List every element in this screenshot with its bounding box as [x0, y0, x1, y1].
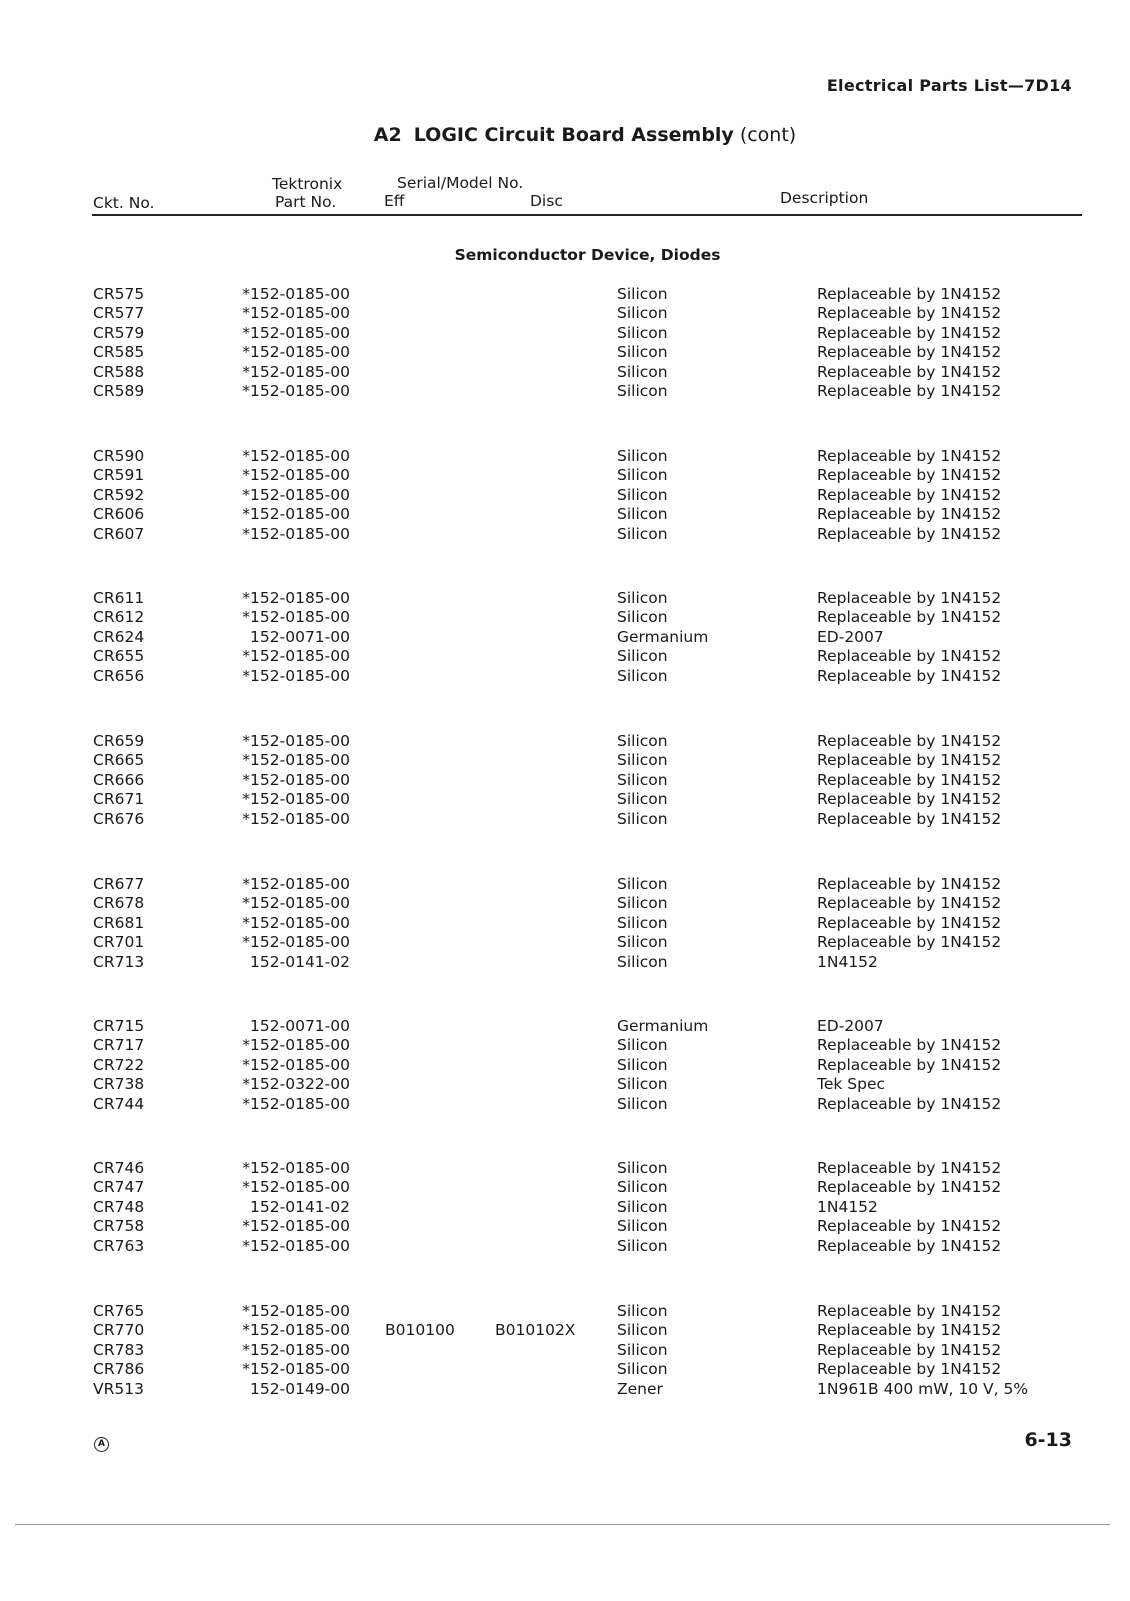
cell-ckt: CR677: [93, 875, 145, 893]
table-row: [0, 1198, 1130, 1217]
column-header-eff: Eff: [384, 192, 405, 210]
cell-type: Silicon: [617, 790, 668, 809]
cell-desc: Replaceable by 1N4152: [817, 343, 1002, 362]
table-row: [0, 894, 1130, 913]
cell-desc: Replaceable by 1N4152: [817, 1236, 1002, 1255]
cell-part: *152-0185-00: [242, 933, 350, 952]
cell-desc: Replaceable by 1N4152: [817, 647, 1002, 666]
scan-edge-line: [15, 1524, 1110, 1525]
table-row: [0, 810, 1130, 829]
cell-desc: Replaceable by 1N4152: [817, 1036, 1002, 1055]
cell-ckt: CR701: [93, 933, 145, 952]
table-row: [0, 363, 1130, 382]
cell-ckt: CR783: [93, 1340, 145, 1359]
cell-desc: Replaceable by 1N4152: [817, 1217, 1002, 1236]
cell-desc: Replaceable by 1N4152: [817, 933, 1002, 952]
cell-desc: Replaceable by 1N4152: [817, 790, 1002, 809]
cell-type: Silicon: [617, 751, 668, 770]
table-row: [0, 1360, 1130, 1379]
table-row: [0, 447, 1130, 466]
title-main: LOGIC Circuit Board Assembly: [413, 124, 734, 146]
cell-type: Silicon: [617, 1360, 668, 1379]
cell-part: *152-0185-00: [242, 1178, 350, 1197]
cell-type: Silicon: [617, 362, 668, 381]
table-row: [0, 1302, 1130, 1321]
title-prefix: A2: [373, 124, 402, 146]
cell-type: Silicon: [617, 485, 668, 504]
table-row: [0, 304, 1130, 323]
cell-desc: Replaceable by 1N4152: [817, 770, 1002, 789]
cell-desc: Replaceable by 1N4152: [817, 447, 1002, 465]
cell-ckt: CR763: [93, 1236, 145, 1255]
cell-part: *152-0185-00: [242, 1055, 350, 1074]
cell-ckt: CR678: [93, 894, 145, 913]
cell-ckt: CR665: [93, 751, 145, 770]
cell-type: Silicon: [617, 666, 668, 685]
cell-ckt: CR748: [93, 1197, 145, 1216]
cell-part: *152-0185-00: [242, 647, 350, 666]
cell-ckt: CR786: [93, 1360, 145, 1379]
cell-desc: Replaceable by 1N4152: [817, 732, 1002, 750]
running-header: Electrical Parts List—7D14: [826, 76, 1072, 95]
cell-desc: Replaceable by 1N4152: [817, 1302, 1002, 1320]
cell-ckt: CR607: [93, 524, 145, 543]
cell-ckt: CR746: [93, 1159, 145, 1177]
table-row: [0, 933, 1130, 952]
cell-desc: ED-2007: [817, 1017, 884, 1035]
table-row: [0, 1380, 1130, 1399]
cell-ckt: CR589: [93, 382, 145, 400]
column-header-part-bottom: Part No.: [275, 193, 337, 211]
cell-desc: Replaceable by 1N4152: [817, 505, 1002, 524]
table-row: [0, 1178, 1130, 1197]
cell-type: Silicon: [617, 1075, 668, 1094]
cell-desc: Replaceable by 1N4152: [817, 285, 1002, 303]
cell-desc: Replaceable by 1N4152: [817, 751, 1002, 770]
cell-type: Silicon: [617, 1159, 668, 1177]
cell-ckt: CR577: [93, 304, 145, 323]
cell-ckt: CR585: [93, 343, 145, 362]
cell-ckt: CR738: [93, 1075, 145, 1094]
table-row: [0, 1075, 1130, 1094]
cell-type: Silicon: [617, 913, 668, 932]
cell-part: *152-0185-00: [242, 1302, 350, 1320]
cell-type: Germanium: [617, 627, 709, 646]
cell-desc: Replaceable by 1N4152: [817, 382, 1002, 400]
cell-part: *152-0185-00: [242, 304, 350, 323]
cell-part: *152-0185-00: [242, 485, 350, 504]
cell-type: Silicon: [617, 1321, 668, 1340]
cell-ckt: CR590: [93, 447, 145, 465]
cell-ckt: CR612: [93, 608, 145, 627]
table-row: [0, 914, 1130, 933]
table-row: [0, 1056, 1130, 1075]
column-header-ckt: Ckt. No.: [93, 194, 155, 212]
cell-desc: Replaceable by 1N4152: [817, 323, 1002, 342]
table-row: [0, 1159, 1130, 1178]
cell-part: 152-0141-02: [250, 1197, 350, 1216]
cell-desc: Replaceable by 1N4152: [817, 524, 1002, 543]
cell-part: *152-0185-00: [242, 809, 350, 828]
cell-part: *152-0185-00: [242, 362, 350, 381]
cell-type: Silicon: [617, 343, 668, 362]
cell-ckt: CR744: [93, 1094, 145, 1113]
table-row: [0, 505, 1130, 524]
column-header-disc: Disc: [530, 192, 563, 210]
cell-part: *152-0185-00: [242, 1236, 350, 1255]
column-header-serial: Serial/Model No.: [397, 174, 524, 192]
table-row: [0, 486, 1130, 505]
table-row: [0, 628, 1130, 647]
cell-part: 152-0071-00: [250, 627, 350, 646]
cell-part: *152-0185-00: [242, 1340, 350, 1359]
cell-ckt: CR624: [93, 627, 145, 646]
cell-desc: Replaceable by 1N4152: [817, 1360, 1002, 1379]
table-row: [0, 1217, 1130, 1236]
cell-part: *152-0185-00: [242, 1321, 350, 1340]
table-row: [0, 647, 1130, 666]
cell-type: Silicon: [617, 323, 668, 342]
cell-desc: 1N961B 400 mW, 10 V, 5%: [817, 1379, 1029, 1398]
cell-desc: Replaceable by 1N4152: [817, 1159, 1002, 1177]
cell-type: Silicon: [617, 466, 668, 485]
cell-desc: Replaceable by 1N4152: [817, 485, 1002, 504]
cell-desc: Replaceable by 1N4152: [817, 1321, 1002, 1340]
cell-type: Silicon: [617, 1036, 668, 1055]
cell-type: Silicon: [617, 894, 668, 913]
cell-type: Silicon: [617, 647, 668, 666]
cell-type: Silicon: [617, 1197, 668, 1216]
table-row: [0, 667, 1130, 686]
cell-type: Silicon: [617, 1178, 668, 1197]
cell-ckt: CR715: [93, 1017, 145, 1035]
table-row: [0, 1321, 1130, 1340]
cell-ckt: CR722: [93, 1055, 145, 1074]
cell-ckt: VR513: [93, 1379, 144, 1398]
cell-ckt: CR717: [93, 1036, 145, 1055]
cell-type: Silicon: [617, 304, 668, 323]
cell-ckt: CR765: [93, 1302, 145, 1320]
cell-part: *152-0185-00: [242, 524, 350, 543]
cell-type: Silicon: [617, 285, 668, 303]
cell-type: Silicon: [617, 447, 668, 465]
cell-ckt: CR611: [93, 589, 145, 607]
cell-part: *152-0185-00: [242, 790, 350, 809]
cell-type: Silicon: [617, 1094, 668, 1113]
table-row: [0, 953, 1130, 972]
page-number: 6-13: [1024, 1429, 1072, 1451]
cell-type: Silicon: [617, 809, 668, 828]
cell-part: *152-0185-00: [242, 913, 350, 932]
cell-desc: Replaceable by 1N4152: [817, 608, 1002, 627]
table-row: [0, 1341, 1130, 1360]
cell-type: Silicon: [617, 933, 668, 952]
cell-part: *152-0185-00: [242, 608, 350, 627]
cell-type: Silicon: [617, 732, 668, 750]
cell-type: Silicon: [617, 608, 668, 627]
cell-ckt: CR666: [93, 770, 145, 789]
column-header-part-top: Tektronix: [272, 175, 343, 193]
cell-ckt: CR579: [93, 323, 145, 342]
cell-type: Germanium: [617, 1017, 709, 1035]
cell-ckt: CR770: [93, 1321, 145, 1340]
cell-part: *152-0185-00: [242, 1159, 350, 1177]
cell-desc: 1N4152: [817, 952, 878, 971]
cell-desc: Replaceable by 1N4152: [817, 913, 1002, 932]
cell-desc: 1N4152: [817, 1197, 878, 1216]
cell-part: *152-0185-00: [242, 875, 350, 893]
cell-desc: Replaceable by 1N4152: [817, 809, 1002, 828]
table-row: [0, 875, 1130, 894]
table-row: [0, 382, 1130, 401]
cell-desc: Tek Spec: [817, 1075, 886, 1094]
table-row: [0, 1017, 1130, 1036]
table-row: [0, 732, 1130, 751]
cell-type: Silicon: [617, 1217, 668, 1236]
cell-desc: Replaceable by 1N4152: [817, 1340, 1002, 1359]
table-row: [0, 589, 1130, 608]
cell-desc: Replaceable by 1N4152: [817, 304, 1002, 323]
cell-type: Silicon: [617, 1055, 668, 1074]
cell-type: Silicon: [617, 1236, 668, 1255]
cell-ckt: CR681: [93, 913, 145, 932]
cell-type: Silicon: [617, 382, 668, 400]
cell-type: Silicon: [617, 524, 668, 543]
cell-part: *152-0185-00: [242, 1094, 350, 1113]
cell-part: *152-0185-00: [242, 1036, 350, 1055]
cell-type: Zener: [617, 1379, 663, 1398]
cell-part: *152-0185-00: [242, 323, 350, 342]
cell-desc: Replaceable by 1N4152: [817, 666, 1002, 685]
cell-part: *152-0185-00: [242, 382, 350, 400]
table-row: [0, 324, 1130, 343]
cell-part: *152-0185-00: [242, 1217, 350, 1236]
cell-ckt: CR588: [93, 362, 145, 381]
cell-desc: Replaceable by 1N4152: [817, 1094, 1002, 1113]
cell-part: *152-0185-00: [242, 770, 350, 789]
cell-desc: Replaceable by 1N4152: [817, 1178, 1002, 1197]
cell-type: Silicon: [617, 1340, 668, 1359]
cell-part: *152-0185-00: [242, 447, 350, 465]
table-row: [0, 771, 1130, 790]
section-title: Semiconductor Device, Diodes: [454, 246, 721, 264]
cell-ckt: CR659: [93, 732, 145, 750]
column-header-description: Description: [780, 189, 869, 207]
table-row: [0, 1237, 1130, 1256]
cell-type: Silicon: [617, 505, 668, 524]
table-row: [0, 466, 1130, 485]
cell-ckt: CR676: [93, 809, 145, 828]
cell-desc: Replaceable by 1N4152: [817, 1055, 1002, 1074]
cell-desc: ED-2007: [817, 627, 884, 646]
cell-type: Silicon: [617, 875, 668, 893]
cell-part: 152-0071-00: [250, 1017, 350, 1035]
cell-desc: Replaceable by 1N4152: [817, 589, 1002, 607]
cell-part: 152-0149-00: [250, 1379, 350, 1398]
cell-ckt: CR671: [93, 790, 145, 809]
cell-desc: Replaceable by 1N4152: [817, 894, 1002, 913]
cell-desc: Replaceable by 1N4152: [817, 362, 1002, 381]
cell-ckt: CR747: [93, 1178, 145, 1197]
cell-part: *152-0185-00: [242, 505, 350, 524]
cell-ckt: CR592: [93, 485, 145, 504]
cell-ckt: CR591: [93, 466, 145, 485]
table-row: [0, 525, 1130, 544]
cell-type: Silicon: [617, 770, 668, 789]
cell-part: *152-0185-00: [242, 751, 350, 770]
cell-desc: Replaceable by 1N4152: [817, 875, 1002, 893]
cell-ckt: CR713: [93, 952, 145, 971]
cell-part: *152-0185-00: [242, 285, 350, 303]
cell-part: *152-0185-00: [242, 589, 350, 607]
cell-desc: Replaceable by 1N4152: [817, 466, 1002, 485]
cell-part: *152-0185-00: [242, 343, 350, 362]
table-row: [0, 790, 1130, 809]
cell-type: Silicon: [617, 1302, 668, 1320]
cell-ckt: CR606: [93, 505, 145, 524]
cell-part: *152-0185-00: [242, 666, 350, 685]
title-suffix: (cont): [739, 124, 797, 146]
cell-disc: B010102X: [495, 1321, 576, 1340]
cell-type: Silicon: [617, 589, 668, 607]
cell-type: Silicon: [617, 952, 668, 971]
cell-part: *152-0185-00: [242, 466, 350, 485]
footer-mark: A: [94, 1437, 109, 1452]
cell-ckt: CR655: [93, 647, 145, 666]
table-row: [0, 1036, 1130, 1055]
cell-part: *152-0185-00: [242, 732, 350, 750]
table-row: [0, 608, 1130, 627]
cell-ckt: CR656: [93, 666, 145, 685]
cell-ckt: CR575: [93, 285, 145, 303]
cell-eff: B010100: [385, 1321, 455, 1340]
cell-part: *152-0322-00: [242, 1075, 350, 1094]
table-row: [0, 343, 1130, 362]
cell-ckt: CR758: [93, 1217, 145, 1236]
table-row: [0, 1095, 1130, 1114]
table-row: [0, 285, 1130, 304]
cell-part: 152-0141-02: [250, 952, 350, 971]
table-row: [0, 751, 1130, 770]
cell-part: *152-0185-00: [242, 1360, 350, 1379]
cell-part: *152-0185-00: [242, 894, 350, 913]
